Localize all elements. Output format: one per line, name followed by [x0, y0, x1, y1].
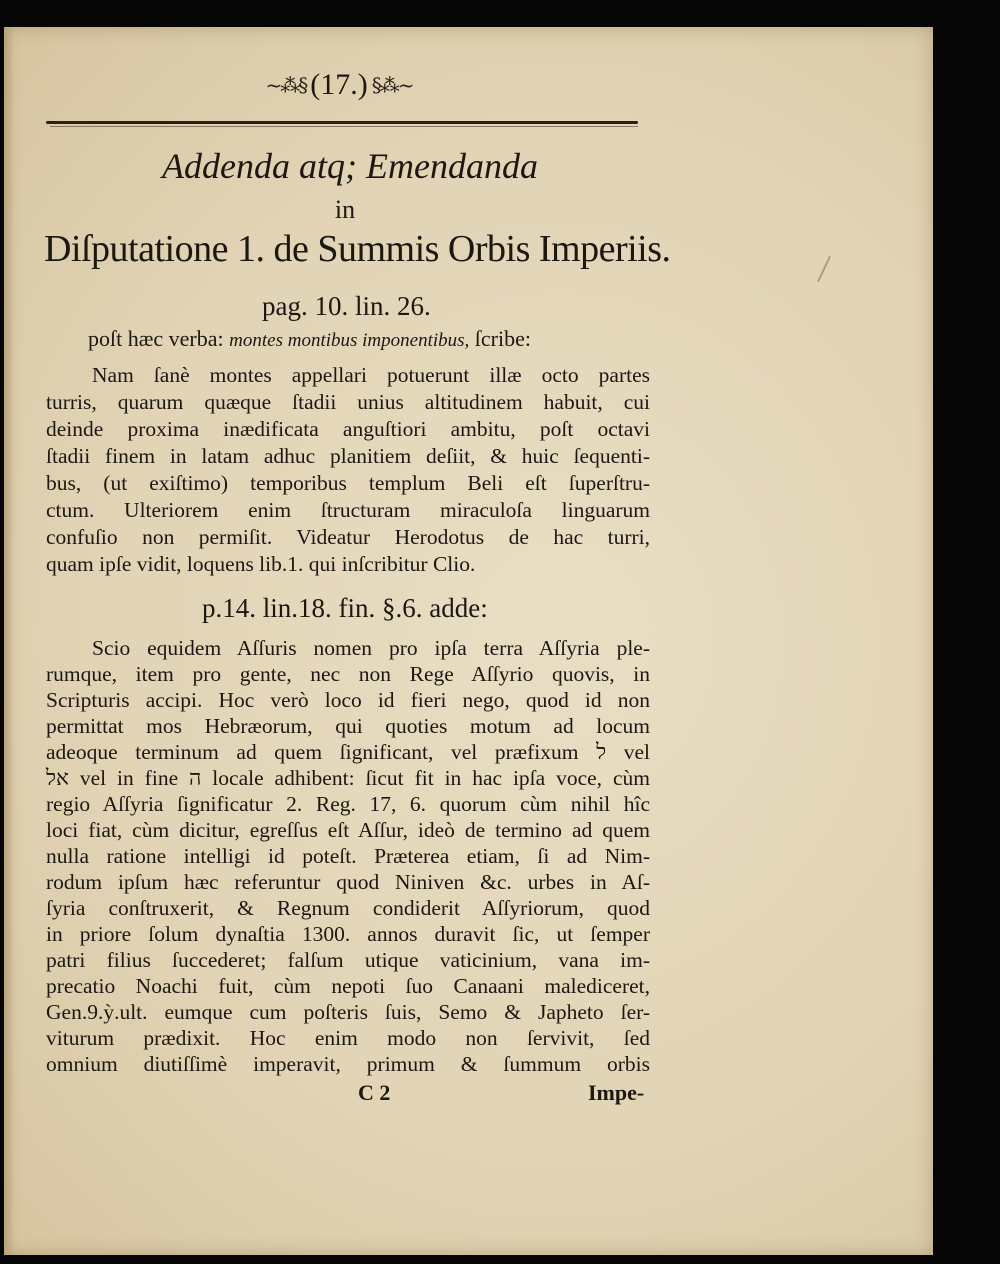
section1-line: confuſio non permiſit. Videatur Herodotus de hac turri, [46, 525, 650, 549]
section1-line: Nam ſanè montes appellari potuerunt illæ octo partes [92, 363, 650, 387]
section2-line: viturum prædixit. Hoc enim modo non ſervivit, ſed [46, 1026, 650, 1050]
section2-line: omnium diutiſſimè imperavit, primum & ſummum orbis [46, 1052, 650, 1076]
section2-line: Scripturis accipi. Hoc verò loco id fieri nego, quod id non [46, 688, 650, 712]
signature-mark: C 2 [358, 1080, 391, 1105]
running-header [244, 60, 434, 110]
section1-line: ctum. Ulteriorem enim ſtructuram miraculoſa linguarum [46, 498, 650, 522]
ornament-left: ~⁂§ [265, 73, 307, 97]
section2-line: adeoque terminum ad quem ſignificant, vel præfixum ל vel [46, 740, 650, 764]
section1-instruction [88, 326, 608, 352]
section1-line: bus, (ut exiſtimo) temporibus templum Beli eſt ſuperſtru- [46, 471, 650, 495]
section2-line: rodum ipſum hæc referuntur quod Niniven &c. urbes in Aſ- [46, 870, 650, 894]
section2-reference: p.14. lin.18. fin. §.6. adde: [202, 593, 488, 623]
catchword: Impe- [588, 1080, 645, 1105]
instruction-suffix: ſcribe: [474, 326, 531, 351]
section1-reference: pag. 10. lin. 26. [262, 291, 431, 321]
ornament-right: §⁂~ [371, 73, 413, 97]
title-line-1: Addenda atq; Emendanda [162, 146, 538, 186]
section2-line: Gen.9.ỳ.ult. eumque cum poſteris ſuis, Semo & Japheto ſer- [46, 1000, 650, 1024]
section1-line: turris, quarum quæque ſtadii unius altitudinem habuit, cui [46, 390, 650, 414]
title-line-2: in [334, 195, 356, 224]
section2-line: in priore ſolum dynaſtia 1300. annos duravit ſic, ut ſemper [46, 922, 650, 946]
section2-line: rumque, item pro gente, nec non Rege Aſſyrio quovis, in [46, 662, 650, 686]
section2-line: regio Aſſyria ſignificatur 2. Reg. 17, 6. quorum cùm nihil hîc [46, 792, 650, 816]
instruction-prefix: poſt hæc verba: [88, 326, 224, 351]
page-number: (17.) [310, 68, 368, 101]
section2-line: patri filius ſuccederet; falſum utique vaticinium, vana im- [46, 948, 650, 972]
section1-line: deinde proxima inædificata anguſtiori ambitu, poſt octavi [46, 417, 650, 441]
section2-line: Scio equidem Aſſuris nomen pro ipſa terra Aſſyria ple- [92, 636, 650, 660]
header-rule [46, 121, 638, 124]
section2-line: אל vel in fine ה locale adhibent: ſicut fit in hac ipſa voce, cùm [46, 766, 650, 790]
section2-line: precatio Noachi fuit, cùm nepoti ſuo Canaani malediceret, [46, 974, 650, 998]
section1-line: quam ipſe vidit, loquens lib.1. qui inſcribitur Clio. [46, 552, 476, 576]
section2-line: ſyria conſtruxerit, & Regnum condiderit Aſſyriorum, quod [46, 896, 650, 920]
title-line-3: Diſputatione 1. de Summis Orbis Imperiis. [44, 228, 671, 270]
section1-line: ſtadii finem in latam adhuc planitiem deſiit, & huic ſequenti- [46, 444, 650, 468]
section2-line: permittat mos Hebræorum, qui quoties motum ad locum [46, 714, 650, 738]
header-rule-thin [50, 126, 638, 127]
section2-line: loci fiat, cùm dicitur, egreſſus eſt Aſſur, ideò de termino ad quem [46, 818, 650, 842]
page-edge-shadow [4, 27, 14, 1255]
instruction-quote: montes montibus imponentibus, [229, 330, 470, 351]
section2-line: nulla ratione intelligi id poteſt. Præterea etiam, ſi ad Nim- [46, 844, 650, 868]
